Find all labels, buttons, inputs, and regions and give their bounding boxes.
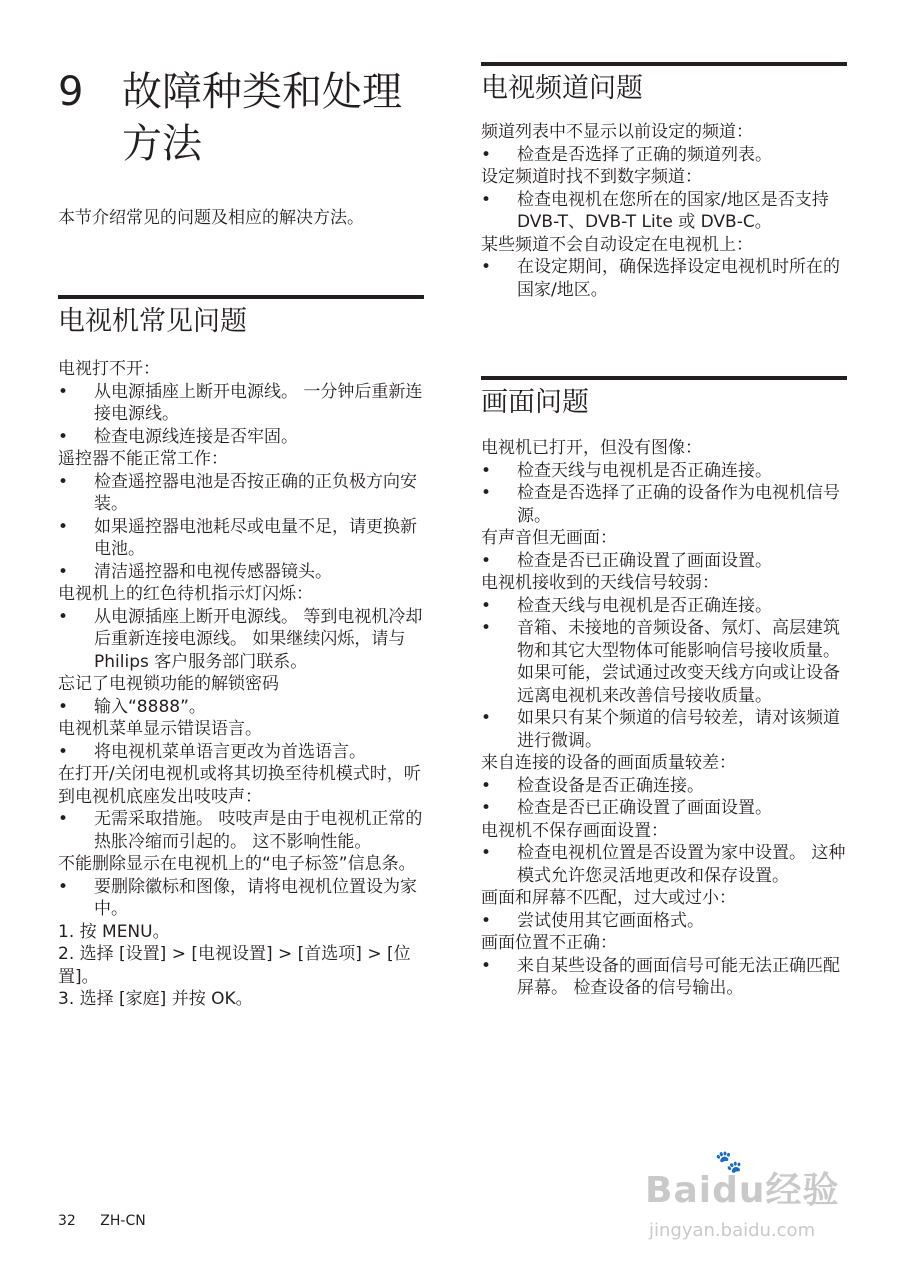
watermark-url: jingyan.baidu.com [649,1220,816,1241]
solution-item: • 要删除徽标和图像，请将电视机位置设为家中。 [58,876,424,921]
solution-item: • 检查天线与电视机是否正确连接。 [481,460,847,483]
baidu-watermark [635,1150,865,1260]
issue-question: 频道列表中不显示以前设定的频道： [481,122,753,142]
solution-item: • 将电视机菜单语言更改为首选语言。 [58,741,424,764]
issue-question: 电视打不开： [58,359,160,379]
solution-item: • 检查是否选择了正确的设备作为电视机信号源。 [481,482,847,527]
section-rule [481,376,847,380]
solution-item: • 音箱、未接地的音频设备、氖灯、高层建筑物和其它大型物体可能影响信号接收质量。 如果可能，尝试通过改变天线方向或让设备远离电视机来改善信号接收质量。 [481,617,847,707]
chapter-title: 故障种类和处理方法 [122,69,402,167]
solution-item: • 检查是否已正确设置了画面设置。 [481,550,847,573]
issue-question: 电视机已打开，但没有图像： [481,438,702,458]
procedure-step: 1. 按 MENU。 [58,921,170,942]
section-picture [481,376,847,420]
issue-question: 电视机菜单显示错误语言。 [58,719,262,739]
solution-item: • 从电源插座上断开电源线。 一分钟后重新连接电源线。 [58,381,424,426]
section-body-channel [481,121,847,301]
solution-item: • 检查是否已正确设置了画面设置。 [481,797,847,820]
issue-question: 画面位置不正确： [481,933,617,953]
solution-item: • 如果遥控器电池耗尽或电量不足，请更换新电池。 [58,516,424,561]
paw-icon: 🐾 [715,1150,743,1175]
page-number: 32 [58,1213,76,1229]
solution-item: • 检查电源线连接是否牢固。 [58,426,424,449]
issue-question: 有声音但无画面： [481,528,617,548]
solution-item: • 检查是否选择了正确的频道列表。 [481,144,847,167]
section-body-common [58,358,424,1011]
section-heading-channel: 电视频道问题 [481,73,643,104]
page-footer [58,1213,146,1229]
solution-item: • 无需采取措施。 吱吱声是由于电视机正常的热胀冷缩而引起的。 这不影响性能。 [58,808,424,853]
issue-question: 电视机不保存画面设置： [481,820,668,841]
issue-question: 遥控器不能正常工作： [58,449,228,469]
solution-item: • 来自某些设备的画面信号可能无法正确匹配屏幕。 检查设备的信号输出。 [481,955,847,1000]
solution-item: • 在设定期间，确保选择设定电视机时所在的国家/地区。 [481,256,847,301]
solution-item: • 检查电视机位置是否设置为家中设置。 这种模式允许您灵活地更改和保存设置。 [481,842,847,887]
solution-item: • 检查天线与电视机是否正确连接。 [481,595,847,618]
watermark-logo: Baidu经验 [645,1170,840,1211]
section-rule [58,295,424,299]
issue-question: 画面和屏幕不匹配，过大或过小： [481,888,736,908]
solution-item: • 输入“8888”。 [58,696,424,719]
issue-question: 电视机接收到的天线信号较弱： [481,573,719,593]
issue-question: 电视机上的红色待机指示灯闪烁： [58,584,313,604]
procedure-step: 2. 选择 [设置] > [电视设置] > [首选项] > [位置]。 [58,944,411,987]
issue-question: 某些频道不会自动设定在电视机上： [481,234,753,255]
solution-item: • 如果只有某个频道的信号较差，请对该频道进行微调。 [481,707,847,752]
procedure-step: 3. 选择 [家庭] 并按 OK。 [58,989,253,1009]
section-rule [481,62,847,66]
solution-item: • 清洁遥控器和电视传感器镜头。 [58,561,424,584]
section-heading-picture: 画面问题 [481,387,589,418]
solution-item: • 从电源插座上断开电源线。 等到电视机冷却后重新连接电源线。 如果继续闪烁，请与 Philips 客户服务部门联系。 [58,606,424,674]
solution-item: • 尝试使用其它画面格式。 [481,910,847,933]
solution-item: • 检查设备是否正确连接。 [481,775,847,798]
section-body-picture [481,437,847,1000]
issue-question: 来自连接的设备的画面质量较差： [481,753,736,773]
issue-question: 不能删除显示在电视机上的“电子标签”信息条。 [58,854,416,874]
intro-text: 本节介绍常见的问题及相应的解决方法。 [58,208,364,228]
language-code: ZH-CN [100,1213,146,1229]
issue-question: 设定频道时找不到数字频道： [481,167,702,187]
chapter-number: 9 [58,69,84,115]
issue-question: 在打开/关闭电视机或将其切换至待机模式时，听到电视机底座发出吱吱声： [58,764,421,807]
issue-question: 忘记了电视锁功能的解锁密码 [58,674,279,694]
solution-item: • 检查遥控器电池是否按正确的正负极方向安装。 [58,471,424,516]
section-common [58,295,424,339]
solution-item: • 检查电视机在您所在的国家/地区是否支持 DVB-T、DVB-T Lite 或 DVB-C。 [481,189,847,234]
section-heading-common: 电视机常见问题 [58,306,247,337]
section-channel [481,62,847,106]
